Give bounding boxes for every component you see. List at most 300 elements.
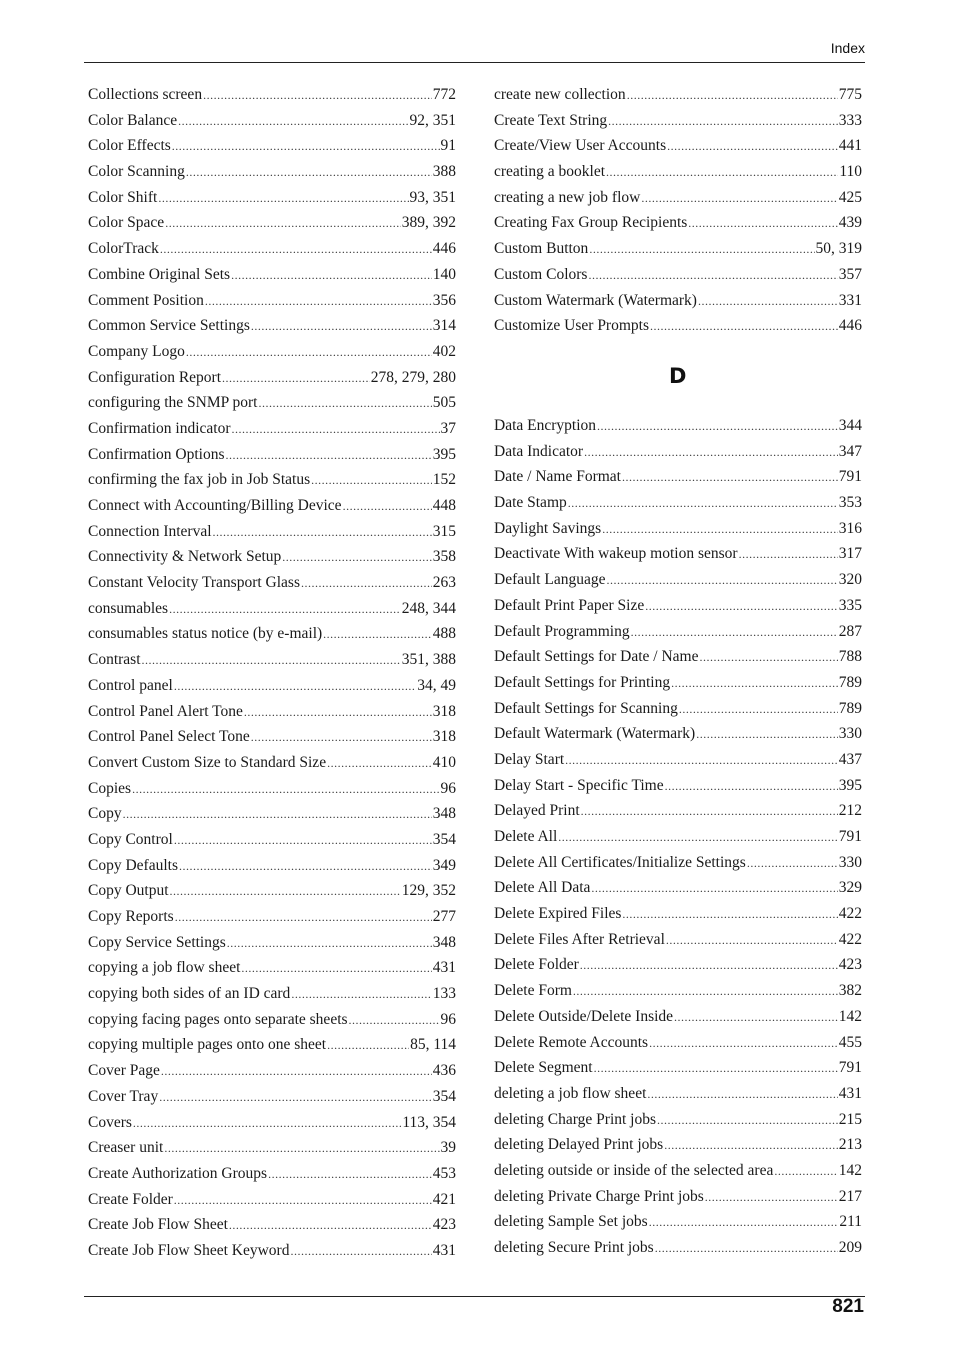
index-term: Color Balance [88, 111, 178, 129]
index-page-refs: 347 [838, 442, 862, 460]
index-term: Copy Reports [88, 908, 174, 925]
dot-leader [699, 645, 837, 671]
index-entry [88, 853, 456, 879]
index-term: Combine Original Sets [88, 265, 231, 283]
index-entry [494, 490, 862, 516]
index-page-refs: 441 [838, 137, 862, 155]
index-term: Constant Velocity Transport Glass [88, 574, 300, 592]
index-term: Data Indicator [494, 442, 584, 460]
index-entry [494, 82, 862, 108]
dot-leader [608, 109, 838, 135]
dot-leader [205, 289, 432, 315]
index-term: Delete Files After Retrieval [494, 930, 665, 948]
dot-leader [622, 465, 838, 491]
running-header-title: Index [830, 40, 865, 56]
dot-leader [588, 263, 837, 289]
index-term: Default Print Paper Size [494, 596, 645, 614]
index-page-refs: 348 [432, 933, 456, 951]
index-entry [494, 747, 862, 773]
dot-leader [594, 1056, 838, 1082]
index-term: Color Effects [88, 137, 171, 155]
index-page-refs: 351, 388 [401, 651, 456, 669]
index-term: Create Job Flow Sheet Keyword [88, 1241, 290, 1259]
index-term: Date / Name Format [494, 468, 621, 486]
dot-leader [290, 1239, 431, 1265]
index-term: copying both sides of an ID card [88, 985, 291, 1003]
index-term: Confirmation Options [88, 445, 225, 463]
index-page-refs: 425 [838, 188, 862, 206]
index-column-right-top [494, 82, 862, 339]
index-term: create new collection [494, 86, 626, 103]
index-term: Deactivate With wakeup motion sensor [494, 545, 738, 563]
index-entry [88, 1187, 456, 1213]
index-page-refs: 348 [432, 805, 456, 823]
index-entry [88, 596, 456, 622]
index-term: Default Watermark (Watermark) [494, 725, 696, 743]
index-page-refs: 791 [838, 468, 862, 486]
index-entry [494, 567, 862, 593]
index-page-refs: 344 [838, 417, 862, 434]
index-page-refs: 330 [838, 853, 862, 871]
index-page-refs: 402 [432, 342, 456, 360]
index-entry [494, 210, 862, 236]
index-column-left [88, 82, 456, 1264]
index-entry [494, 541, 862, 567]
index-term: Delete All Certificates/Initialize Settings [494, 853, 746, 871]
index-page-refs: 789 [838, 699, 862, 717]
index-term: Confirmation indicator [88, 419, 231, 437]
index-term: Delay Start [494, 750, 565, 768]
index-term: Color Scanning [88, 163, 185, 181]
index-term: creating a new job flow [494, 188, 641, 206]
index-page-refs: 93, 351 [409, 188, 456, 206]
dot-leader [160, 237, 432, 263]
dot-leader [674, 1005, 838, 1031]
index-page-refs: 453 [432, 1164, 456, 1182]
index-term: Creating Fax Group Recipients [494, 214, 688, 232]
index-term: Comment Position [88, 291, 204, 309]
index-page-refs: 431 [432, 959, 456, 977]
dot-leader [667, 134, 838, 160]
index-page-refs: 354 [432, 830, 456, 848]
dot-leader [251, 314, 432, 340]
index-entry [494, 1209, 862, 1235]
dot-leader [291, 982, 431, 1008]
page-number: 821 [832, 1296, 864, 1317]
index-entry [494, 850, 862, 876]
index-page-refs: 209 [838, 1239, 862, 1256]
index-entry [494, 185, 862, 211]
index-entry [88, 955, 456, 981]
index-page-refs: 358 [432, 548, 456, 566]
index-term: Date Stamp [494, 494, 567, 512]
dot-leader [622, 902, 837, 928]
index-term: Delete All [494, 828, 558, 845]
index-term: Default Settings for Date / Name [494, 648, 699, 666]
index-term: confirming the fax job in Job Status [88, 471, 311, 489]
index-term: Copy Output [88, 882, 169, 900]
index-entry [494, 133, 862, 159]
dot-leader [558, 825, 837, 851]
index-entry [88, 519, 456, 545]
index-term: Control panel [88, 676, 173, 694]
index-term: copying multiple pages onto one sheet [88, 1036, 327, 1054]
index-entry [88, 904, 456, 930]
dot-leader [597, 414, 838, 440]
dot-leader [161, 1059, 432, 1085]
dot-leader [606, 160, 838, 186]
index-page-refs: 110 [839, 163, 862, 181]
footer-rule [84, 1296, 865, 1297]
index-entry [494, 288, 862, 314]
index-page-refs: 96 [440, 779, 456, 797]
index-entry [494, 875, 862, 901]
index-page-refs: 431 [838, 1084, 862, 1102]
dot-leader [664, 1133, 838, 1159]
index-term: Control Panel Select Tone [88, 728, 250, 746]
index-page-refs: 423 [838, 956, 862, 974]
index-entry [88, 390, 456, 416]
dot-leader [696, 722, 838, 748]
index-page-refs: 140 [432, 265, 456, 283]
index-entry [494, 1081, 862, 1107]
index-term: Customize User Prompts [494, 317, 649, 335]
index-entry [494, 644, 862, 670]
index-entry [88, 493, 456, 519]
index-term: Create Authorization Groups [88, 1164, 268, 1182]
index-term: Copy Defaults [88, 856, 178, 874]
index-entry [494, 978, 862, 1004]
index-page-refs: 333 [838, 111, 862, 129]
index-entry [88, 570, 456, 596]
dot-leader [657, 1108, 838, 1134]
index-entry [494, 1030, 862, 1056]
index-term: consumables [88, 599, 169, 617]
index-entry [494, 439, 862, 465]
dot-leader [698, 289, 838, 315]
index-term: deleting Private Charge Print jobs [494, 1187, 704, 1205]
index-entry [494, 464, 862, 490]
index-term: Cover Tray [88, 1087, 159, 1105]
index-term: Custom Button [494, 240, 589, 258]
index-page-refs: 388 [432, 163, 456, 181]
dot-leader [174, 1188, 432, 1214]
index-page-refs: 431 [432, 1241, 456, 1259]
index-entry [88, 210, 456, 236]
index-page-refs: 389, 392 [401, 214, 456, 232]
dot-leader [172, 134, 440, 160]
index-page-refs: 318 [432, 702, 456, 720]
index-term: consumables status notice (by e-mail) [88, 625, 323, 643]
dot-leader [774, 1159, 837, 1185]
index-page-refs: 446 [432, 240, 456, 258]
dot-leader [225, 443, 431, 469]
index-page-refs: 335 [838, 596, 862, 614]
index-entry [88, 416, 456, 442]
index-page-refs: 395 [432, 445, 456, 463]
index-page-refs: 455 [838, 1033, 862, 1051]
index-entry [494, 1158, 862, 1184]
index-term: Default Settings for Scanning [494, 699, 678, 717]
dot-leader [323, 622, 432, 648]
index-page-refs: 133 [432, 985, 456, 1003]
index-entry [88, 313, 456, 339]
dot-leader [179, 854, 432, 880]
index-page-refs: 113, 354 [402, 1113, 456, 1131]
index-entry [494, 901, 862, 927]
index-term: Default Settings for Printing [494, 673, 671, 691]
index-term: Delete Remote Accounts [494, 1033, 649, 1051]
index-entry [494, 696, 862, 722]
index-page-refs: 96 [440, 1010, 456, 1028]
dot-leader [568, 491, 838, 517]
index-entry [88, 185, 456, 211]
index-page-refs: 92, 351 [409, 111, 456, 129]
dot-leader [174, 828, 432, 854]
index-entry [494, 952, 862, 978]
section-letter-heading: D [669, 364, 687, 388]
index-entry [88, 621, 456, 647]
index-page-refs: 395 [838, 776, 862, 794]
index-entry [88, 467, 456, 493]
index-term: Delete All Data [494, 879, 591, 897]
dot-leader [627, 83, 838, 109]
dot-leader [241, 956, 431, 982]
dot-leader [705, 1185, 838, 1211]
dot-leader [565, 748, 838, 774]
index-entry [494, 721, 862, 747]
index-page-refs: 318 [432, 728, 456, 746]
index-entry [494, 927, 862, 953]
index-term: Default Language [494, 571, 606, 589]
index-page-refs: 330 [838, 725, 862, 743]
index-page-refs: 314 [432, 317, 456, 335]
index-page-refs: 39 [440, 1139, 456, 1157]
index-term: Delete Expired Files [494, 905, 622, 923]
dot-leader [679, 697, 838, 723]
dot-leader [268, 1162, 432, 1188]
index-page-refs: 439 [838, 214, 862, 232]
index-page-refs: 34, 49 [417, 676, 456, 694]
dot-leader [688, 211, 837, 237]
index-page-refs: 248, 344 [401, 599, 456, 617]
index-term: Common Service Settings [88, 317, 250, 335]
index-page-refs: 142 [838, 1161, 862, 1179]
index-entry [88, 647, 456, 673]
index-page-refs: 421 [432, 1190, 456, 1208]
index-term: Custom Colors [494, 265, 588, 283]
dot-leader [175, 905, 432, 931]
index-term: Control Panel Alert Tone [88, 702, 243, 720]
dot-leader [641, 186, 837, 212]
dot-leader [133, 1111, 401, 1137]
index-page-refs: 317 [838, 545, 862, 563]
dot-leader [645, 594, 838, 620]
dot-leader [186, 160, 432, 186]
index-page-refs: 278, 279, 280 [370, 368, 456, 386]
index-term: copying a job flow sheet [88, 959, 241, 977]
index-page-refs: 788 [838, 648, 862, 666]
index-page-refs: 448 [432, 497, 456, 514]
dot-leader [231, 263, 432, 289]
index-entry [494, 1107, 862, 1133]
index-page-refs: 410 [432, 753, 456, 771]
index-page-refs: 315 [432, 522, 456, 540]
index-term: copying facing pages onto separate sheets [88, 1010, 348, 1028]
index-entry [494, 773, 862, 799]
index-page-refs: 152 [432, 471, 456, 489]
index-entry [88, 750, 456, 776]
index-page-refs: 329 [838, 879, 862, 897]
index-page-refs: 775 [838, 86, 862, 103]
index-term: Collections screen [88, 86, 203, 103]
dot-leader [666, 928, 838, 954]
index-term: Copy [88, 805, 122, 823]
index-term: Delete Folder [494, 956, 579, 974]
index-term: Delete Form [494, 982, 572, 1000]
index-entry [494, 413, 862, 439]
index-entry [88, 878, 456, 904]
index-term: Creaser unit [88, 1139, 164, 1157]
index-term: Company Logo [88, 342, 185, 360]
index-term: deleting a job flow sheet [494, 1084, 647, 1102]
dot-leader [671, 671, 838, 697]
dot-leader [739, 542, 838, 568]
index-page-refs: 85, 114 [410, 1036, 456, 1054]
dot-leader [132, 777, 439, 803]
dot-leader [747, 851, 838, 877]
index-page-refs: 263 [432, 574, 456, 592]
index-page-refs: 50, 319 [815, 240, 862, 258]
index-term: Covers [88, 1113, 132, 1131]
dot-leader [581, 799, 838, 825]
index-page-refs: 382 [838, 982, 862, 1000]
index-entry [88, 930, 456, 956]
dot-leader [158, 186, 408, 212]
dot-leader [631, 620, 838, 646]
dot-leader [203, 83, 432, 109]
index-term: Data Encryption [494, 417, 597, 434]
index-page-refs: 37 [440, 419, 456, 437]
index-entry [88, 827, 456, 853]
dot-leader [649, 1031, 838, 1057]
index-term: Create Folder [88, 1190, 173, 1208]
dot-leader [244, 700, 432, 726]
index-page-refs: 91 [440, 137, 456, 155]
index-term: Color Space [88, 214, 165, 232]
index-entry [494, 619, 862, 645]
dot-leader [213, 520, 432, 546]
header-rule [84, 62, 865, 63]
dot-leader [343, 494, 432, 520]
index-term: Contrast [88, 651, 141, 669]
dot-leader [602, 517, 838, 543]
index-term: ColorTrack [88, 240, 159, 258]
dot-leader [251, 725, 432, 751]
index-entry [88, 801, 456, 827]
dot-leader [186, 340, 432, 366]
dot-leader [650, 314, 838, 340]
index-entry [494, 236, 862, 262]
index-page-refs: 436 [432, 1062, 456, 1080]
index-page-refs: 422 [838, 905, 862, 923]
index-page-refs: 217 [838, 1187, 862, 1205]
index-page-refs: 211 [839, 1213, 862, 1231]
index-entry [88, 1238, 456, 1264]
index-entry [88, 699, 456, 725]
index-term: deleting Charge Print jobs [494, 1110, 657, 1128]
index-term: deleting Delayed Print jobs [494, 1136, 664, 1154]
index-entry [88, 133, 456, 159]
index-entry [88, 776, 456, 802]
index-page-refs: 320 [838, 571, 862, 589]
index-page-refs: 349 [432, 856, 456, 874]
dot-leader [606, 568, 837, 594]
index-entry [494, 670, 862, 696]
index-term: Delay Start - Specific Time [494, 776, 664, 794]
dot-leader [655, 1236, 838, 1262]
index-entry [494, 798, 862, 824]
index-page-refs: 791 [838, 1059, 862, 1077]
dot-leader [159, 1085, 432, 1111]
index-term: Copies [88, 779, 132, 797]
index-term: Create Text String [494, 111, 608, 129]
dot-leader [231, 417, 439, 443]
dot-leader [227, 931, 432, 957]
dot-leader [229, 1213, 432, 1239]
dot-leader [649, 1210, 839, 1236]
index-term: Create Job Flow Sheet [88, 1216, 228, 1234]
index-entry [88, 1007, 456, 1033]
index-entry [494, 1004, 862, 1030]
index-entry [494, 1132, 862, 1158]
index-entry [88, 724, 456, 750]
index-term: deleting Secure Print jobs [494, 1239, 654, 1256]
index-entry [88, 365, 456, 391]
index-entry [88, 1032, 456, 1058]
dot-leader [589, 237, 814, 263]
index-page-refs: 505 [432, 394, 456, 412]
index-term: Cover Page [88, 1062, 160, 1080]
index-page-refs: 129, 352 [401, 882, 456, 900]
index-term: Daylight Savings [494, 519, 602, 537]
index-page-refs: 213 [838, 1136, 862, 1154]
dot-leader [142, 648, 401, 674]
index-term: Custom Watermark (Watermark) [494, 291, 697, 309]
index-entry [494, 1184, 862, 1210]
index-entry [88, 236, 456, 262]
dot-leader [327, 751, 432, 777]
index-page-refs: 212 [838, 802, 862, 820]
index-term: Delete Outside/Delete Inside [494, 1007, 674, 1025]
index-entry [494, 1055, 862, 1081]
index-entry [88, 108, 456, 134]
dot-leader [573, 979, 838, 1005]
index-entry [88, 1058, 456, 1084]
index-entry [88, 544, 456, 570]
index-page-refs: 287 [838, 622, 862, 640]
index-page-refs: 446 [838, 317, 862, 335]
index-page-refs: 215 [838, 1110, 862, 1128]
dot-leader [259, 391, 432, 417]
index-entry [88, 1161, 456, 1187]
index-term: Delayed Print [494, 802, 580, 820]
index-page-refs: 356 [432, 291, 456, 309]
index-page-refs: 277 [432, 908, 456, 925]
index-page-refs: 789 [838, 673, 862, 691]
index-page-refs: 142 [838, 1007, 862, 1025]
index-entry [88, 673, 456, 699]
